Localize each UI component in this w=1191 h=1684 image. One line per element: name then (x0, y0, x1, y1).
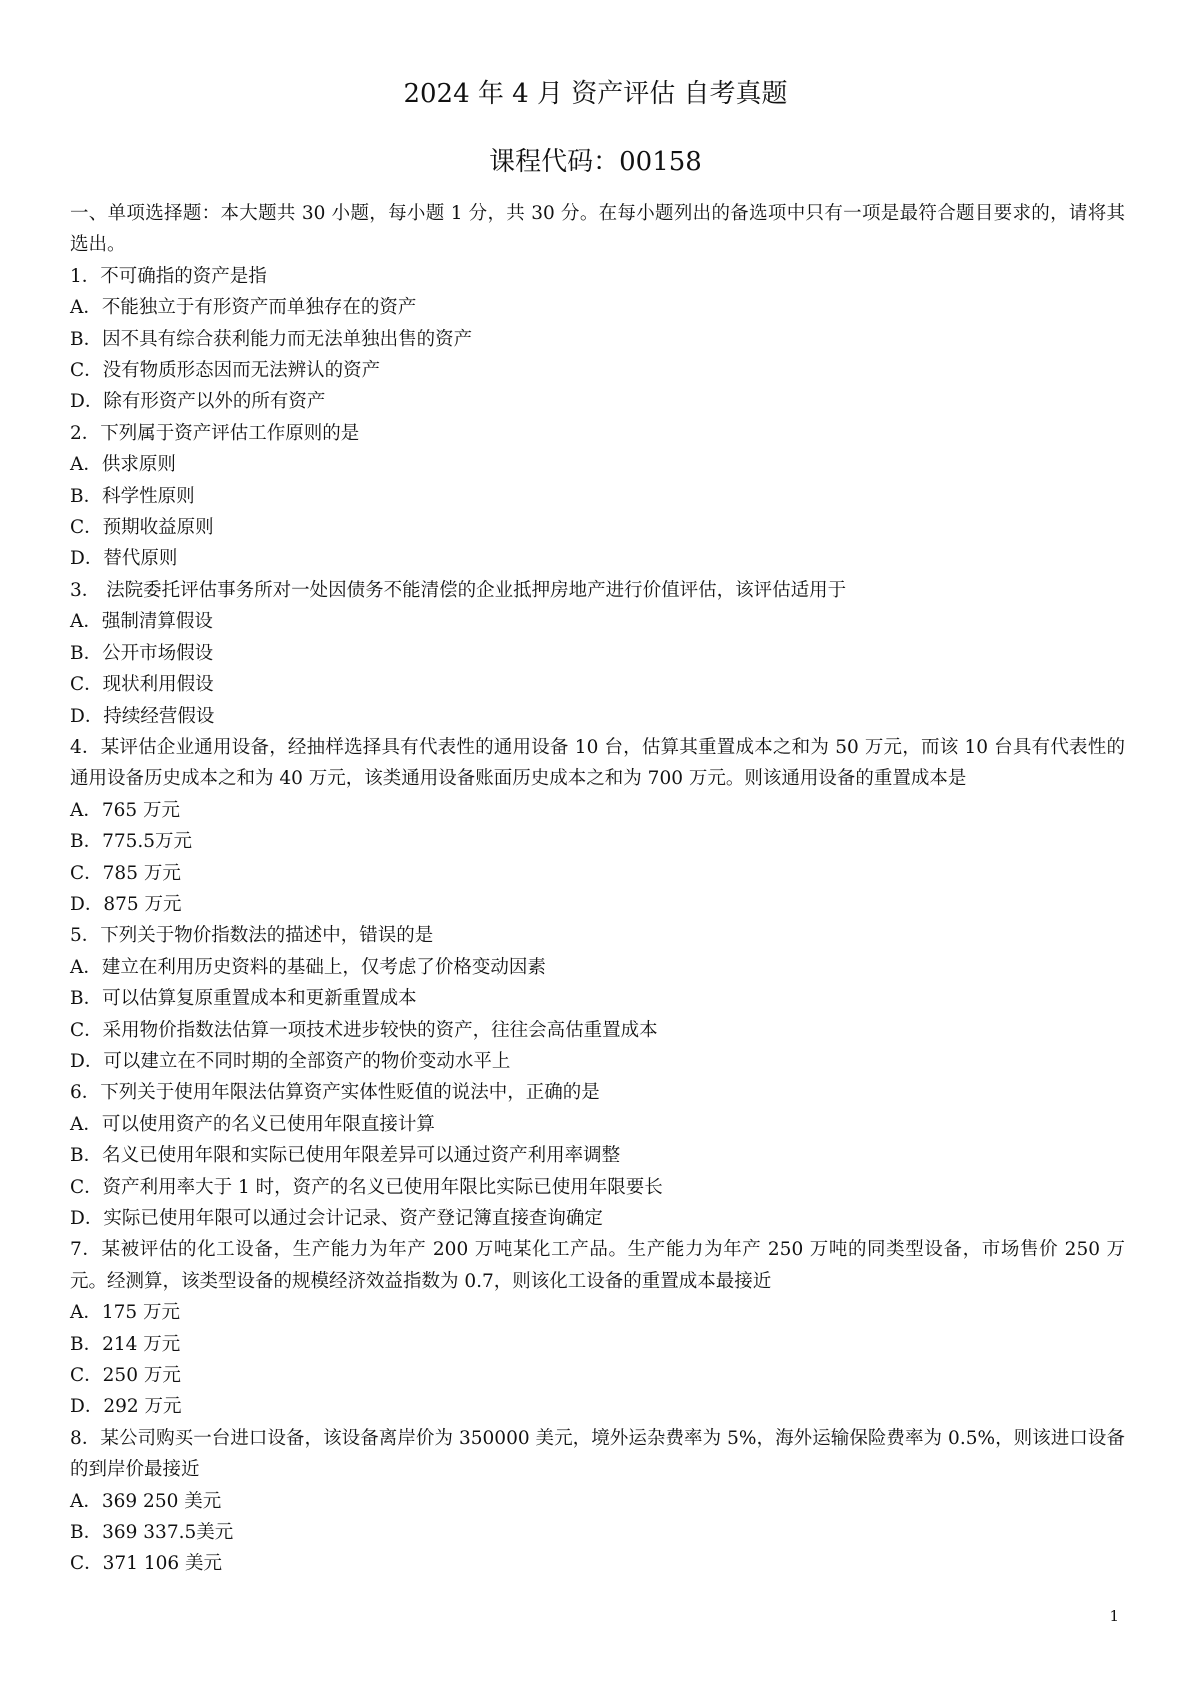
option-d: D．替代原则 (70, 548, 178, 570)
exam-content (70, 198, 1125, 1580)
question-5 (70, 920, 1125, 1077)
option-b: B．公开市场假设 (70, 642, 214, 664)
option-c: C．采用物价指数法估算一项技术进步较快的资产，往往会高估重置成本 (70, 1019, 658, 1041)
option-c: C．预期收益原则 (70, 517, 214, 539)
question-7 (70, 1234, 1125, 1422)
option-b: B．369 337.5美元 (70, 1522, 234, 1544)
question-stem: 1．不可确指的资产是指 (70, 265, 267, 287)
question-1 (70, 261, 1125, 418)
option-d: D．可以建立在不同时期的全部资产的物价变动水平上 (70, 1050, 511, 1072)
course-code: 课程代码：00158 (489, 147, 702, 177)
option-c: C．371 106 美元 (70, 1553, 223, 1575)
option-a: A．175 万元 (70, 1302, 181, 1324)
question-stem: 7．某被评估的化工设备，生产能力为年产 200 万吨某化工产品。生产能力为年产 250 万吨的同类型设备，市场售价 250 万元。经测算，该类型设备的规模经济效益指数为 0.7，则该化工设备的重置成本最接近 (70, 1239, 1125, 1292)
question-stem: 6．下列关于使用年限法估算资产实体性贬值的说法中，正确的是 (70, 1082, 600, 1104)
option-d: D．除有形资产以外的所有资产 (70, 391, 326, 413)
question-8 (70, 1423, 1125, 1580)
option-b: B．科学性原则 (70, 485, 195, 507)
option-a: A．不能独立于有形资产而单独存在的资产 (70, 297, 417, 319)
option-c: C．资产利用率大于 1 时，资产的名义已使用年限比实际已使用年限要长 (70, 1176, 663, 1198)
question-3 (70, 575, 1125, 732)
option-c: C．没有物质形态因而无法辨认的资产 (70, 360, 381, 382)
option-a: A．369 250 美元 (70, 1490, 222, 1512)
page-number: 1 (1109, 1607, 1119, 1625)
question-stem: 8．某公司购买一台进口设备，该设备离岸价为 350000 美元，境外运杂费率为 5%，海外运输保险费率为 0.5%，则该进口设备的到岸价最接近 (70, 1427, 1125, 1481)
question-2 (70, 418, 1125, 575)
option-a: A．强制清算假设 (70, 611, 213, 633)
question-6 (70, 1077, 1125, 1234)
option-c: C．785 万元 (70, 862, 181, 884)
option-d: D．持续经营假设 (70, 705, 215, 727)
option-a: A．供求原则 (70, 454, 176, 476)
section-heading: 一、单项选择题：本大题共 30 小题，每小题 1 分，共 30 分。在每小题列出的备选项中只有一项是最符合题目要求的，请将其选出。 (70, 203, 1125, 256)
option-d: D．875 万元 (70, 893, 182, 915)
option-c: C．现状利用假设 (70, 674, 214, 696)
option-b: B．因不具有综合获利能力而无法单独出售的资产 (70, 328, 473, 350)
question-stem: 5．下列关于物价指数法的描述中，错误的是 (70, 925, 434, 947)
option-a: A．可以使用资产的名义已使用年限直接计算 (70, 1113, 435, 1135)
option-a: A．建立在利用历史资料的基础上，仅考虑了价格变动因素 (70, 956, 546, 978)
option-a: A．765 万元 (70, 799, 181, 821)
option-b: B．214 万元 (70, 1333, 181, 1355)
option-d: D．292 万元 (70, 1396, 182, 1418)
question-4 (70, 732, 1125, 920)
option-d: D．实际已使用年限可以通过会计记录、资产登记簿直接查询确定 (70, 1208, 603, 1229)
option-c: C．250 万元 (70, 1365, 181, 1387)
document-title: 2024 年 4 月 资产评估 自考真题 (403, 79, 788, 109)
option-b: B．可以估算复原重置成本和更新重置成本 (70, 988, 417, 1010)
question-stem: 3． 法院委托评估事务所对一处因债务不能清偿的企业抵押房地产进行价值评估，该评估适用于 (70, 579, 847, 601)
question-stem: 4．某评估企业通用设备，经抽样选择具有代表性的通用设备 10 台，估算其重置成本之和为 50 万元，而该 10 台具有代表性的通用设备历史成本之和为 40 万元，该类通用设备账面历史成本之和为 700 万元。则该通用设备的重置成本是 (70, 736, 1125, 790)
option-b: B．名义已使用年限和实际已使用年限差异可以通过资产利用率调整 (70, 1145, 621, 1167)
option-b: B．775.5万元 (70, 831, 193, 853)
question-stem: 2．下列属于资产评估工作原则的是 (70, 422, 360, 444)
